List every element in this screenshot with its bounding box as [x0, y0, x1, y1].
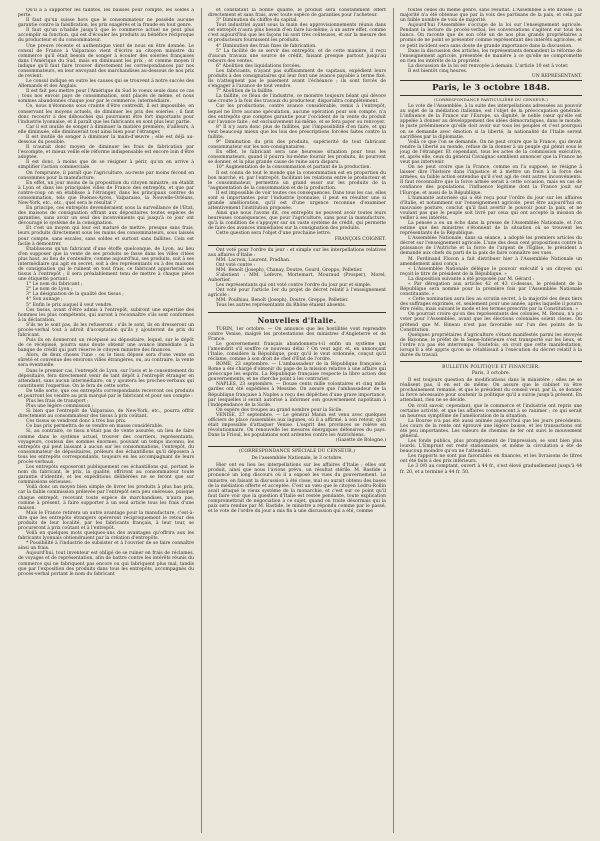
paragraph: « Cette nomination aura lieu au scrutin secret, à la majorité des deux tiers des suffrages exprimés, et, seulement pour une année, après laquelle il pourra être réélu, mais suivant le mode et les termes prescrits par la Constitution. » — [400, 297, 582, 313]
paragraph: Il faut qu'un suisse hors que le consommateur ne possède aucune garantie contre la falsification, les prix exagérés et la fraude en tout genre. — [18, 18, 194, 29]
paragraph: Ont voté pour l'ordre du jour : et simple sur les interpellations relatives aux affaires d'Italie : — [208, 247, 386, 258]
paragraph: 3° Diminution du chiffre du capital. — [216, 18, 298, 24]
col1-paragraphs — [18, 8, 194, 104]
paragraph: toutes celles du même genre, sans résultat. L'Assemblée a été divisée ; la majorité n'a été obtenue que par la voix des partisans de la paix, et cela par un faible nombre de voix de majorité. — [400, 8, 582, 24]
paragraph: Voilà ce que l'on se demande. On ne peut croire que la France, qui devait rendre la liberté au monde, refuse de la donner à un peuple qui gémit sous le joug de l'étranger. Et cependant, tous les actes de la commission exécutive, et, après elle, ceux du général Cavaignac semblent annoncer que la France ne veut pas intervenir. — [400, 139, 582, 166]
paragraph: On espère des troupes au grand nombre pour la Sicile. — [216, 407, 343, 413]
paragraph: 9° Diminution du prix des produits, supériorité de tout fabricant consommateur sur les non-consignataires. — [208, 140, 386, 151]
column-divider-left — [201, 8, 202, 833]
paragraph: Aujourd'hui, tout inventeur est obligé de se ruiner en frais de réclames, de voyages et de représentation, afin de battre contre les intérêts réunis du commerce qui ne fabriquent pas encore ou qui fabriquent plus mal, tandis que par l'exposition des produits dans tous les entrepôts, accompagnés du procès-verbal portant le nom du fabricant — [18, 551, 194, 577]
paragraph: Il n'aurait donc moyen de diminuer les frais de fabrication par l'escompte, et mieux veille elle réforme indispensable est encore loin d'être adoptée. — [18, 145, 194, 161]
col1-label-list — [18, 282, 194, 307]
paragraph: Aujourd'hui l'Assemblée s'occupe de la loi sur l'enseignement agricole. Pendant la lecture du procès-verbal, les conversations s'agitent sur tous les bancs. On raconte que de son côté un de nos plus grands propriétaires a promis de ne point se présenter comme représentant des intérêts agricoles, et ce petit incident sera sans doute de grande importance dans la discussion. — [400, 23, 582, 49]
paragraph: Le consul indique en outre les causes qui se trouvent à notre succès des Allemands et des Anglais. — [18, 79, 194, 90]
paragraph: La pensée a eu un écho dans la presse de l'Assemblée Nationale, et l'on estime que des ministres s'étonnent de la situation où se trouvent les représentants de la République. — [400, 220, 582, 237]
paragraph: L'humanité autorisée qui a été reçu pour l'ordre du jour sur les affaires d'Italie, et notamment sur l'enseignement agricole, peut être aujourd'hui en mauvaise posture, conclut qu'il faut avertir le pouvoir pour la paix, et ne voulant pas que le peuple soit livré par ceux qui ont accepté la mission de veiller à ses intérêts. — [400, 195, 582, 221]
col3-paris-report — [400, 104, 582, 358]
paragraph: Tous les autres représentants du Rhône étaient absents. — [216, 303, 347, 309]
paragraph: VENISE, 27 septembre. — Le général Manin est venu avec quelques officiers de place rassemblés aux lagunes, où il a affirmé, à son retour, qu'il était impossible d'attaquer Venise. L'esprit des provinces se relève en révolutionnaire. On renouvelle les mesures énergiques défensives du pays. Dans la Frioul, les populations sont ardentes contre les Autrichiens. — [208, 412, 386, 439]
paragraph: Puis ils en donneront un récépissé au dépositaire, lequel, sur le dépôt de ce récépissé, pourra sans doute obtenir une avance immédiate à la banque de crédit qui part réserve le citoyen ministre des finances. — [18, 338, 194, 354]
paragraph: « Par dérogation aux articles 42 et 43 ci-dessus, le président de la République sera nommé pour la première fois par l'Assemblée Nationale constituante. » — [400, 281, 582, 298]
paragraph: 10° Augmentation de la consommation et partant de la production. — [216, 165, 371, 171]
paragraph: Dans la discussion des articles, les représentants demandent la réforme de l'enseignement agricole, présentée de manière à ce qu'elle ne compromette en rien les intérêts de la propriété. — [400, 48, 582, 64]
column-divider-right — [393, 8, 394, 833]
paragraph: Dans le premier cas, l'entrepôt de Lyon, sur l'avis et le consentement du dépositaire, fera directement venir de tant dépôt à l'entrepôt étranger en attendant, sans aucun intermédiaire, on y ajoutera les proches-verbaux qui constituent l'expertise. On le fera de cette sorte. — [18, 368, 194, 389]
col1-paragraphs-2 — [18, 104, 194, 180]
dateline-rule-top — [400, 80, 582, 81]
paragraph: 7° Abolition de la faillite. — [216, 89, 274, 95]
column-1 — [18, 8, 194, 833]
paragraph: NAPLES, 23 septembre. — Douze cents mille volontaires et cinq mille gardes ont été expédiées à Messine. On assure que l'ambassadeur de la République française à Naples a reçu des dépêches d'une grave importance, par lesquelles il serait autorisé à informer son gouvernement napolitain à l'indépendance de la Sicile. — [208, 382, 386, 408]
paragraph: 8° Il n'y aura donc plus de faillites, par l'impossibilité d'en faire, et qui veut beaucoup mieux que les lois des prescriptions forcées faites contre la faillite. — [208, 124, 386, 140]
paragraph: 5° La facilité de se servir des entrepôts, et de cette manière, il reçu d'aucun travaux une source de crédit, faisant presque partout jusqu'au rebours des ventes. — [208, 48, 386, 64]
paragraph: La Bourse n'a pas été aussi animée aujourd'hui que les jours précédents. Les cours de la rente ont éprouvé une légère baisse, et les transactions ont été peu importantes. Les valeurs de chemins de fer ont suivi le mouvement général. — [400, 418, 582, 440]
paragraph: Et c'est un moyen qui leur est maturé de mettre, presque sans frais, leurs produits directement sous les mains des consommateurs, sous laissés pour compte, sans escales, sans soldes et surtout sans faillites. Cela est facile à démontrer. — [18, 226, 194, 247]
paragraph: 4° Diminution des frais fixes de fabrication. — [216, 43, 317, 49]
correspondence-heading-paris: (CORRESPONDANCE PARTICULIÈRE DU CENSEUR.) — [434, 97, 548, 103]
paragraph: MM. Benoît (Joseph), Chanay, Doutre, Gourd, Greppo, Pelletier. — [216, 267, 363, 273]
paragraph: Plus les frais de transport ; — [26, 399, 89, 405]
section-rule — [208, 312, 386, 313]
paragraph: Il est toujours question de modifications dans le ministère ; elles ne se réalisent pas, il en est de même. On assure que le cabinet va être prochainement remanié, et que le président du conseil veut, par là, se donner la force nécessaire pour soutenir la politique qu'il a suivie jusqu'à présent. En attendant, rien ne se décide. — [400, 378, 582, 404]
paragraph: Il est impossible de voir toutes ces conséquences. Dans tous les cas, elles sont si importantes pour l'industrie lyonnaise, il peut en résulter une si grande amélioration, qu'il est d'une urgence reconnue d'examiner attentivement l'institution proposée. — [208, 190, 386, 212]
col1-paragraphs-3 — [18, 181, 194, 283]
paragraph: Plus une légère commission ; — [26, 404, 94, 410]
paragraph: ROME, 23 septembre. — L'ambassadeur de la République française à Rome a été chargé d'obtenir du pape de la mission relative à une affaire qui préoccupe les esprits. La République française respecte la libre action des gouvernements, et ne cherche point à les contrarier. — [208, 362, 386, 383]
paragraph: Voilà en quelques mots quelques-uns des avantages qu'offrira aux les fabricants lyonnais obtiendraient par la création d'entrepôts. — [18, 531, 194, 542]
paragraph: Cette question sera l'objet d'une prochaine lettre. — [216, 231, 332, 237]
paragraph: Ont voté contre : — [216, 262, 256, 268]
paragraph: 4° Son aunage ; — [26, 297, 63, 303]
col2-italy-news — [208, 327, 386, 439]
paragraph: On ne peut croire que la France, comme on l'a supposé, se résigne à laisser dire l'histoire dans l'injustice et à mettre un frein à la force des armées, sa faible action entendue qu'il s'est agi de cent autres inconvénients. Il faut reconnaître que la force armée serait à cette occasion, mais en cas de confiance des populations, l'influence légitime dont la France jouit sur l'Europe, et aussi de la République. — [400, 165, 582, 196]
paragraph: De telle sorte, que ces entrepôts correspondants recevront ces produits et pourront les vendre au prix marqué par le fabricant et pour son compte : — [18, 388, 194, 399]
paragraph: Car il est inutile de songer à diminuer la matière première, d'ailleurs, à elle diminuée, elle diminuerait tout ainsi bien pour l'étranger. — [18, 124, 194, 135]
paragraph: TURIN, 1er octobre. — On annonce que les hostilités vont reprendre contre Venise, malgré les protestations des ministres d'Angleterre et de France. — [208, 326, 386, 342]
paragraph: Mais le France retirera un autre avantage pour la manufacture, c'est-à-dire que les entrepôts étrangers opéreront réciproquement le retour des produits de leur localité, par les fabricants français, à leur tour, se procureront à prix coûtant et à l'entrepôt. — [18, 510, 194, 531]
paragraph: Ces tissus se vendront donc à très bas prix. — [26, 419, 127, 425]
paragraph: En effet, le fabricant sera une heureuse situation pour tous les consommateurs, quand il pourra lui-même fournir les produits, ils pourront se donner, et la plus grande cause de ruine aura disparu. — [208, 150, 386, 166]
paragraph: Les représentants qui ont voté contre l'ordre du jour pur et simple. — [216, 283, 372, 289]
source-gazette: (Gazette de Bologne.) — [335, 438, 386, 444]
news-italy-title: Nouvelles d'Italie. — [257, 315, 337, 325]
col2-vote-list — [208, 248, 386, 309]
paragraph: Quelques propriétaires d'agriculture s'étant manifestés parmi les envoyés de Bayonne, le préfet de la Seine-Inférieure s'est transporté sur les lieux, et l'ordre n'a pas été interrompu. Toutefois, on croit que cette manifestation, lorsqu'il a été appris qu'on se rétablissait à l'exécution du décret relatif à la durée du travail. — [400, 332, 582, 358]
paragraph: Qu'il a à supporter les faillites, les baisses pour compte, les soldes à perte. — [18, 8, 194, 19]
paragraph: Établissons qu'un fabricant d'une étoffe quelconque, de Lyon, au lieu d'en supposer que la vente de ses produits se fasse dans les villes citées plus haut, au lieu de s'entendre, comme aujourd'hui, ses produits, soit à ses intermédiaire qui agit en secret, soit à des représentants ou à des maisons de consignation qui le ruinent en tout frais, ce fabricant apporterait ses tissus à l'entrepôt ; il sera préalablement tenu de mettre à chaque pièce une étiquette portant : — [18, 246, 194, 283]
paragraph: On pourrait croire qu'on des représentants des colonies, M. Renou, n'a pu voter pour l'Assemblée, avant que les élections coloniales soient closes. On prétend que M. Bineau n'est pas favorable sur l'un des points de la Constitution. — [400, 312, 582, 333]
paragraph: Hier ont eu lieu les interpellations sur les affaires d'Italie ; elles ont produit, ainsi que nous l'avions prévu, un résultat stérile. M. Bastide a prononcé un long discours où il a exposé les vues du gouvernement. Le ministre, en faisant la discussion à été close, mal ou aurait obtenu des bases de la médiation offerte et acceptée. C'est un vœu que le citoyen Ledru-Rollin avait attaqué le vieux système de la monarchie, et c'est sur ce point qu'il faut faire voir que la question d'Italie est restée pendante, toute explication compromettrait de négociation à ce sujet, quand on traite désormais qui la paix sera rendue par M. Bastide, le ministre a répondu comme par le passé, et le vote de l'ordre du jour a mis fin à une discussion qui a été, comme — [208, 463, 386, 515]
paragraph: Les entrepôts exposeront publiquement ces échantillons qui, portant le nom du fabricant, le prix, la qualité, offriront au consommateur toute garantie d'identité, et les expéditions délibérées ne se feront que sur commissions sérieuses. — [18, 465, 194, 486]
paragraph: Ce, nous n'étonnons sous crainte d'être contredit, il est impossible, en conservant les moyens actuels, de diminuer les prix des soieries ; il faut donc recourir à des débouchés qui pourraient être fort importants pour l'industrie lyonnaise, et il paraît que les fabricants en sont plus leur partie. — [18, 104, 194, 125]
paragraph: S'ils ne le sont pas, ils les refuseront ; s'ils le sont, ils en dresseront un procès-verbal tout à adroit d'acceptation qu'ils y ajouteront de prix du fabricant. — [18, 322, 194, 338]
paragraph: MM. Poulhiau, Benoît (Joseph), Doutre, Greppo, Pelletier. — [216, 298, 349, 304]
paragraph: La discussion de la loi est renvoyée à demain. L'article 10 est à voter. — [408, 63, 569, 69]
paragraph: S'abstient : MM. Lefevre, Mortemart, Mouraud (Prosper), Morel, Aubertier. — [208, 272, 386, 284]
paragraph: MM. Lacroix, Laurent, Pradhan. — [216, 257, 291, 263]
correspondence-heading: (CORRESPONDANCE SPÉCIALE DU CENSEUR.) — [239, 449, 355, 455]
col2-paragraphs — [208, 8, 386, 44]
paragraph: Si bien que l'entrepôt de Valparaiso, de New-York, etc., pourra offrir directement au consommateur des tissus à prix coûtant. — [18, 409, 194, 420]
paragraph: Alors, de deux choses l'une : ou le tissu déposé sera d'une vente en sûreté et convenue des environs villes étrangères, ou, au contraire, la vente sera éventuelle. — [18, 353, 194, 369]
signature-representant: UN REPRÉSENTANT. — [531, 74, 582, 80]
paragraph: La disposition suivante a été proposée par M. Gérard : — [408, 276, 535, 282]
section-rule — [400, 361, 582, 362]
paragraph: Car les productions, contre avance considérable, remis à l'entrepôt, lequel ne livre aucune spéculation, aucune opération pour son compte, n'a des entrepôts que comptes garantie pour l'occident de la vente du produit sur l'avance faite ; est exclusivement lui-même, et se fera payer ou renvoyer. — [208, 104, 386, 125]
paragraph: Le 3 0/0 au comptant, ouvert à 44 fr., s'est élevé graduellement jusqu'à 44 fr. 20, et a terminé à 44 fr. 50. — [400, 464, 582, 475]
column-3 — [400, 8, 582, 833]
paris-dateline: Paris, le 3 octobre 1848. — [432, 83, 550, 94]
paragraph: Il est connu de tout le monde que la consommation est en proportion du bon marché, et, par l'entrepôt, facilitant les relations entre le producteur et le consommateur, permettra un grand essor sur les produits de la "augmentation de la consommation et de la production. — [208, 170, 386, 191]
paragraph: 5° Enfin le prix auquel il veut vendre. — [26, 302, 113, 308]
bulletin-heading: BULLETIN POLITIQUE ET FINANCIER. — [442, 365, 540, 371]
paragraph: « L'Assemblée Nationale délègue le pouvoir exécutif à un citoyen qui reçoit le titre de président de la République. » — [400, 266, 582, 277]
col1-paragraphs-4 — [18, 308, 194, 577]
paragraph: Il est fait peu mettre pour l'Amérique du Sud le voeux seule dans ce cas ; tous nos envois pays de consommation, sont placés de même, et nous sommes abandonnés chaque jour par le commerce, intermédiaire. — [18, 89, 194, 105]
col2-paragraphs-2 — [208, 44, 386, 237]
paragraph: On l'emprunte, il paraît que l'agriculture, au-reste par moins fécond en consommes pour la manufacture. — [18, 170, 194, 181]
paragraph: 1° Le nom du fabricant ; — [26, 282, 83, 288]
paragraph: * Possibilité à l'industrie de subsister et à l'ouvrier de se faire connaître ainsi un frais. — [18, 541, 194, 552]
bulletin-subheading: Paris, 3 octobre. — [471, 371, 511, 377]
paragraph: 3° La désignation de la qualité des tissus ; — [26, 292, 124, 298]
paragraph: Il est bientôt cinq heures. — [408, 68, 468, 74]
paragraph: Les fonds publics, plus promptement de l'impression, se sont bien plus lourds. L'Emprunt est resté stationnaire, et même la circulation a été de beaucoup moindre qu'on ne l'attendait. — [400, 439, 582, 455]
column-2 — [208, 8, 386, 833]
col3-paragraphs — [400, 8, 582, 74]
paragraph: En effet, un jour moins de la proposition du citoyen ministre, on établit à Lyon et dans les principales villes de France des entrepôts, et que par contre-coup on en établisse à l'étranger, dans les principaux centres de consommation, tels que Buénos-Ayres, Valparaiso, la Nouvelle-Orléans, New-York, etc., etc., quel sera le résultat ? — [18, 180, 194, 206]
paragraph: Les fabricants, n'ayant pas suffisamment de capitaux, expédient leurs produits à des consignataires qui leur font une avance payable à terme fixé. Ils n'atteignent pas le paiement avant l'échéance ; ils sont forcés de s'engager à l'avance de tout vendre. — [208, 68, 386, 90]
signature-coignet: FRANÇOIS COIGNET. — [334, 236, 386, 242]
paragraph: Les rapports ne sont pas favorables en finances, et les livraisons de titres ont été faits à des prix inférieurs. — [400, 454, 582, 465]
paragraph: M. Ferdinand Flocon a fait distribuer hier à l'Assemblée Nationale un amendement ainsi conçu : — [400, 256, 582, 267]
paragraph: 2° Le nom de Lyon ; — [26, 287, 73, 293]
paragraph: La faillite, ce fléau de l'industrie, ce monstre toujours béant qui dévore une croute à la fois des travaux du producteur, disparaîtra complètement. — [208, 94, 386, 105]
paragraph: Tout industriel ayant sous la main des approvisionnements réunis dans cet entrepôt n'aura plus besoin d'en faire lui-même, à un autre effet, comme c'est aujourd'hui que les façons lui sont très coûteuses, et sur la mesure des et producteurs fournissent les produits. — [208, 23, 386, 44]
paragraph: Ont voté pour l'article 1er du projet de décret relatif à l'enseignement agricole : — [208, 288, 386, 299]
paragraph: Le vote de l'Assemblée, à la suite des interpellations adressées au pouvoir au sujet de la médiation italienne, est l'objet de la préoccupation générale. L'influence de la France sur l'Europe, sa dignité, le noble cœur qu'elle est appelée à donner au développement des idées démocratiques, dans le monde, le juste prééminence qu'elle doit avoir sur tous les peuples et c'est pourquoi on se demande avec émotion si la liberté, la nationalité de l'Italie seront sacrifiées par la diplomatie. — [400, 104, 582, 140]
paragraph: Il est inutile de songer à diminuer la main-d'œuvre ; elle est déjà au-dessous du possible. — [18, 134, 194, 146]
paragraph: On croit savoir, cependant, que le commerce et l'industrie ont repris une certaine activité, et que les affaires commencent à se ranimer ; ce qui serait un heureux symptôme de l'amélioration de la situation. — [400, 403, 582, 419]
paragraph: Ainsi que nous l'avons dit, ces entrepôts ne peuvent avoir toutes leurs heureuses conséquences, que pour l'agriculture, sans pour la manufacture, qu'à la condition de s'appuyer sur un vaste système de crédit, qui permette de faire des avances immédiates sur la consignation des produits. — [208, 211, 386, 232]
paragraph: Voilà donc un moyen bien simple de livrer les produits à plus bas prix, car la faible commission prélevée par l'entrepôt sera peu onéreuse, puisque chaque entrepôt, recevant toute espèce de marchandises, n'aura pas, comme à présent, à faire supporter à un seul article tous les frais d'une maison. — [18, 485, 194, 511]
col3-bulletin — [400, 378, 582, 474]
paragraph: Le gouvernement français abandonnera-t-il enfin un système qui l'amoindrit s'il souffre ce nouveau délai ? On veut agir, et, en annonçant l'Italie, considère la République, pour qu'il le veut ordonnée, conçut qu'il réclame, comme à son droit de chef d'État de l'ordre. — [208, 341, 386, 362]
paragraph: Si, au contraire, ce tissu n'était pas de vente assurée, un lieu de faire comme dans le système actuel, trouver des courtiers, représentants, voyageurs, couteux des sommes énormes, pouvant un temps inconnu, les entrepôts qui peut laissant à aucun sur les consommations, l'entrepôt, du consommateur de dépositaires, préleurs des échantillons qu'il déposera à tous les entrepôts correspondants, toujours en les accompagnant de leurs procès-verbaux. — [18, 429, 194, 465]
paragraph: L'Assemblée Nationale, dans sa séance, a adopté les premiers articles du décret sur l'enseignement agricole. L'une des deux cent propositions contre la puissance de l'Autriche et la force de l'argent de l'Église, le président a demandé aux chefs du parti de la paix de faire connaître ses vues. — [400, 236, 582, 257]
section-rule — [208, 245, 386, 246]
section-rule — [208, 446, 386, 447]
paragraph: Il faut qu'un n'habile jusqu'à que le commerce actuel ne peut plus accomplir sa fonction, qui est d'écouler les produits au bénéfice réciproque du producteur et du consommateur. — [18, 28, 194, 44]
correspondence-subheading: De l'assemblée Nationale, le 3 octobre. — [251, 456, 343, 462]
paragraph: Ces tissus, avant d'être admis à l'entrepôt, subiront une expertise des hommes les plus compétents, qui auront à reconnaître s'ils sont conformes à la déclaration. — [18, 307, 194, 323]
dateline-rule-bottom — [400, 95, 582, 96]
paragraph: Ce bas prix permettra de se vendre en masse considérable. — [26, 424, 164, 430]
col2-assembly-report — [208, 463, 386, 514]
paragraph: 6° Abolition des liquidations forcées. — [216, 63, 302, 69]
paragraph: En principe, ces entrepôts devenderaient sous la surveillance de l'Etat, des maisons de consignation offrant aux dépositaires toutes espèces de garanties, sans avoir un seul des inconvénients qui jusqu'à ce jour ont découragé le système de la consignation. — [18, 206, 194, 227]
paragraph: Il est donc, à moins que de se résigner à périr, qu'on en arrive à simplifier l'action commerciale. — [18, 160, 194, 171]
paragraph: Une preuve récente et authentique vient de nous en être donnée. Le consul de France à Valparaiso vient d'écrire au citoyen ministre du commerce qu'il était besoin de songer à écouler des soieries françaises dans l'Amérique du Sud, mais en diminuant les prix ; et comme moyen il indique qu'il faut faire trouver directement les correspondances par nos consommateurs, en leur envoyant des marchandises au-dessous de nos prix de revient. — [18, 43, 194, 80]
paragraph: et constatant la bonne qualité, le produit sera constamment offert directement et sans frais, avec toute espèce de garanties pour l'acheteur. — [208, 8, 386, 19]
